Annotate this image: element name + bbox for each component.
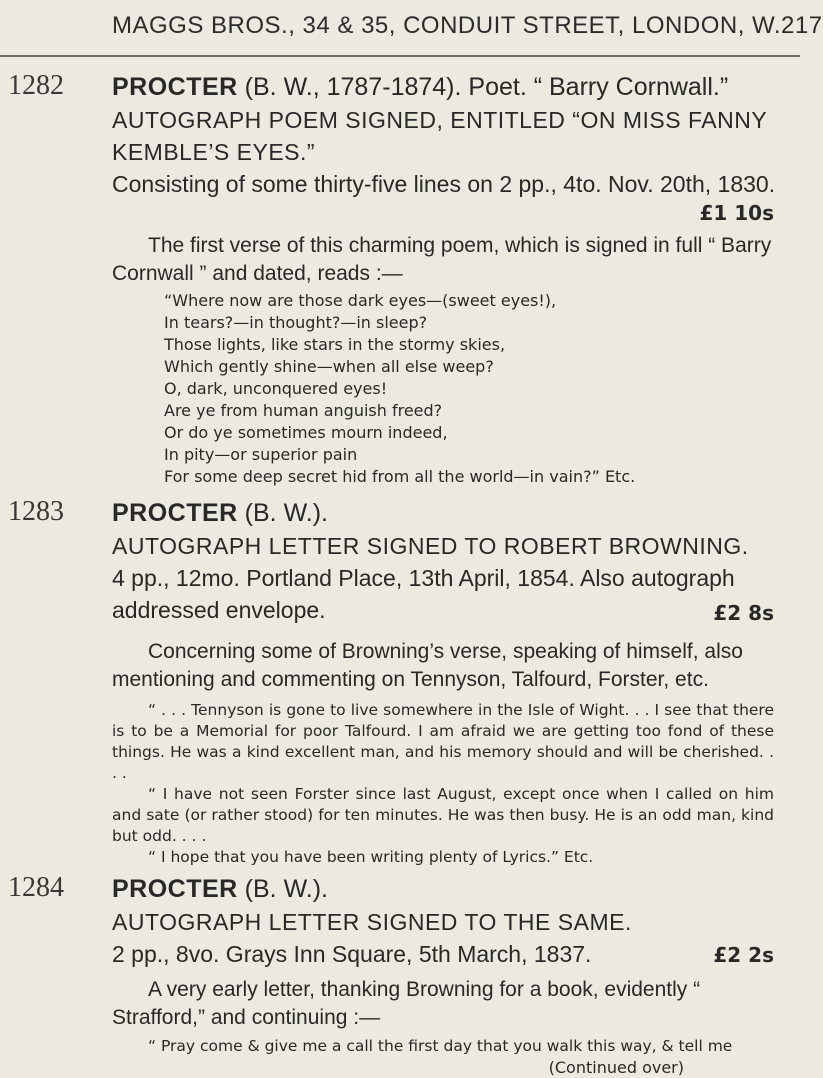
poem-line: O, dark, unconquered eyes! (164, 379, 388, 398)
price-value: £1 10s (699, 201, 774, 225)
poem-line: “Where now are those dark eyes—(sweet eyes!), (164, 291, 557, 310)
header-title: MAGGS BROS., 34 & 35, CONDUIT STREET, LONDON, W. (112, 12, 782, 39)
item-intro: Concerning some of Browning’s verse, speaking of himself, also mentioning and commenting on Tennyson, Talfourd, Forster, etc. (112, 640, 743, 691)
entry-body (112, 496, 774, 868)
author-line (112, 872, 774, 906)
item-price (112, 200, 774, 226)
item-title: AUTOGRAPH LETTER SIGNED TO ROBERT BROWNING. (112, 533, 749, 559)
item-description: 4 pp., 12mo. Portland Place, 13th April, 1854. Also autograph addressed envelope. (112, 565, 735, 623)
letter-paragraph: “ . . . Tennyson is gone to live somewhere in the Isle of Wight. . . I see that there is to be a Memorial for poor Talfourd. I am afraid we are getting too fond of these things. He was a kind excellent man, and his memory should and will be cherished. . . . (112, 701, 774, 782)
poem-line: Or do ye sometimes mourn indeed, (164, 423, 448, 442)
author-details: (B. W.). (237, 499, 329, 527)
author-name: PROCTER (112, 499, 238, 527)
item-title: AUTOGRAPH POEM SIGNED, ENTITLED “ON MISS FANNY KEMBLE’S EYES.” (112, 107, 767, 165)
poem-line: Those lights, like stars in the stormy skies, (164, 335, 506, 354)
author-name: PROCTER (112, 73, 238, 101)
author-details: (B. W.). (237, 875, 329, 903)
page-number: 217 (781, 12, 823, 39)
item-intro: A very early letter, thanking Browning for a book, evidently “ Strafford,” and continuing :— (112, 978, 701, 1029)
entry-body (112, 70, 774, 488)
lot-number: 1284 (8, 872, 64, 903)
author-details: (B. W., 1787-1874). Poet. “ Barry Cornwall.” (237, 73, 729, 101)
item-description: 2 pp., 8vo. Grays Inn Square, 5th March, 1837. (112, 941, 592, 967)
letter-paragraph: “ I have not seen Forster since last August, except once when I called on him and sate (or rather stood) for ten minutes. He was then busy. He is an odd man, kind but odd. . . . (112, 785, 774, 845)
entry-body (112, 872, 774, 1078)
item-description: Consisting of some thirty-five lines on 2 pp., 4to. Nov. 20th, 1830. (112, 171, 776, 197)
poem-line: For some deep secret hid from all the world—in vain?” Etc. (164, 467, 636, 486)
letter-paragraph: “ I hope that you have been writing plenty of Lyrics.” Etc. (148, 848, 594, 866)
poem-line: In pity—or superior pain (164, 445, 358, 464)
poem-line: Which gently shine—when all else weep? (164, 357, 494, 376)
letter-paragraph: “ Pray come & give me a call the first day that you walk this way, & tell me (148, 1037, 733, 1055)
description-row (112, 938, 774, 970)
poem-line: In tears?—in thought?—in sleep? (164, 313, 428, 332)
author-line (112, 496, 774, 530)
page-header (112, 12, 823, 40)
item-title: AUTOGRAPH LETTER SIGNED TO THE SAME. (112, 909, 632, 935)
price-value: £2 8s (713, 601, 774, 625)
lot-number: 1282 (8, 70, 64, 101)
author-line (112, 70, 774, 104)
lot-number: 1283 (8, 496, 64, 527)
continued-note: (Continued over) (548, 1058, 684, 1077)
price-value: £2 2s (713, 943, 774, 967)
author-name: PROCTER (112, 875, 238, 903)
poem-line: Are ye from human anguish freed? (164, 401, 443, 420)
item-intro: The first verse of this charming poem, which is signed in full “ Barry Cornwall ” and dated, reads :— (112, 234, 772, 285)
header-rule (0, 55, 800, 57)
poem-quote (164, 290, 774, 488)
